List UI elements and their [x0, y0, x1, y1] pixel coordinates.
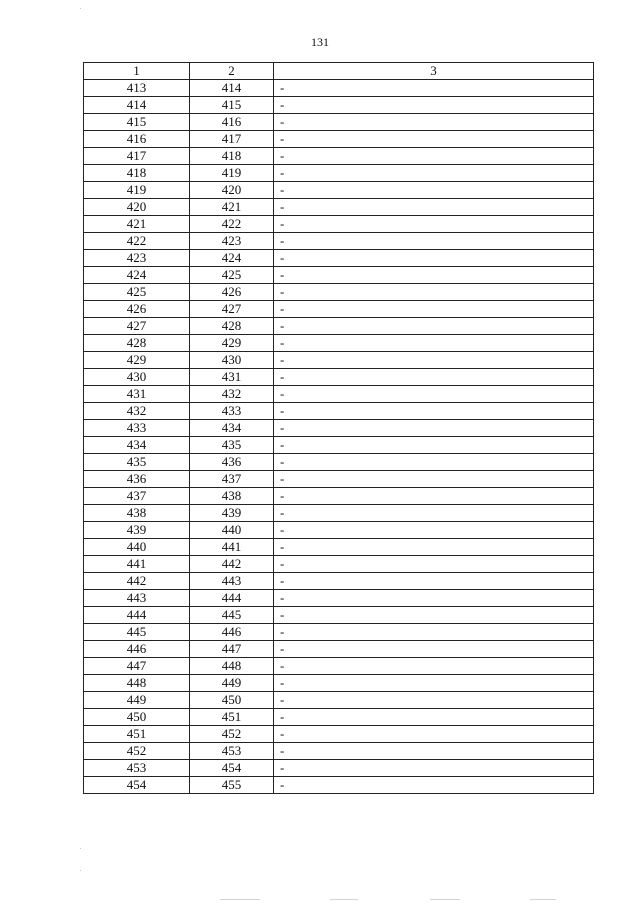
- table-row: [84, 692, 594, 709]
- table-cell: -: [274, 556, 594, 573]
- scan-artifact: [80, 848, 81, 849]
- table-cell: 422: [190, 216, 274, 233]
- table-row: [84, 301, 594, 318]
- table-cell: -: [274, 318, 594, 335]
- table-cell: 442: [84, 573, 190, 590]
- table-cell: 430: [84, 369, 190, 386]
- table-cell: 439: [190, 505, 274, 522]
- table-row: [84, 522, 594, 539]
- table-row: [84, 675, 594, 692]
- table-row: [84, 199, 594, 216]
- table-cell: 413: [84, 80, 190, 97]
- page-number: 131: [311, 35, 329, 49]
- table-row: [84, 573, 594, 590]
- table-cell: 437: [190, 471, 274, 488]
- scan-artifact: [530, 899, 556, 900]
- table-cell: 455: [190, 777, 274, 794]
- table-row: [84, 658, 594, 675]
- table-row: [84, 131, 594, 148]
- table-cell: 447: [190, 641, 274, 658]
- table-cell: 428: [190, 318, 274, 335]
- table-row: [84, 165, 594, 182]
- table-cell: 435: [84, 454, 190, 471]
- table-row: [84, 471, 594, 488]
- column-header: 1: [84, 63, 190, 80]
- scan-artifact: [430, 899, 460, 900]
- table-cell: 440: [190, 522, 274, 539]
- table-cell: -: [274, 114, 594, 131]
- table-row: [84, 80, 594, 97]
- table-row: [84, 556, 594, 573]
- table-cell: -: [274, 505, 594, 522]
- table-cell: 432: [84, 403, 190, 420]
- table-cell: 418: [84, 165, 190, 182]
- table-cell: 417: [84, 148, 190, 165]
- table-cell: 428: [84, 335, 190, 352]
- table-cell: -: [274, 199, 594, 216]
- table-cell: 425: [84, 284, 190, 301]
- table-cell: 414: [190, 80, 274, 97]
- table-cell: 440: [84, 539, 190, 556]
- table-cell: 416: [84, 131, 190, 148]
- table-cell: 450: [190, 692, 274, 709]
- table-cell: 441: [190, 539, 274, 556]
- table-cell: 435: [190, 437, 274, 454]
- table-row: [84, 148, 594, 165]
- table-cell: -: [274, 148, 594, 165]
- table-cell: 421: [190, 199, 274, 216]
- table-row: [84, 386, 594, 403]
- table-cell: -: [274, 386, 594, 403]
- table-cell: -: [274, 233, 594, 250]
- table-cell: 436: [190, 454, 274, 471]
- table-cell: -: [274, 743, 594, 760]
- table-cell: -: [274, 182, 594, 199]
- table-cell: 445: [84, 624, 190, 641]
- table-cell: 424: [84, 267, 190, 284]
- table-cell: -: [274, 590, 594, 607]
- table-cell: -: [274, 165, 594, 182]
- table-cell: 423: [190, 233, 274, 250]
- table-cell: 439: [84, 522, 190, 539]
- table-cell: 443: [190, 573, 274, 590]
- table-cell: -: [274, 658, 594, 675]
- table-cell: 431: [84, 386, 190, 403]
- table-cell: 453: [84, 760, 190, 777]
- table-row: [84, 488, 594, 505]
- table-row: [84, 539, 594, 556]
- table-cell: 445: [190, 607, 274, 624]
- table-cell: 452: [190, 726, 274, 743]
- table-row: [84, 624, 594, 641]
- table-cell: -: [274, 250, 594, 267]
- table-cell: 433: [190, 403, 274, 420]
- table-row: [84, 590, 594, 607]
- table-row: [84, 267, 594, 284]
- table-cell: -: [274, 97, 594, 114]
- table-cell: -: [274, 760, 594, 777]
- table-cell: 419: [84, 182, 190, 199]
- table-cell: 420: [190, 182, 274, 199]
- table-row: [84, 777, 594, 794]
- table-cell: -: [274, 573, 594, 590]
- table-row: [84, 114, 594, 131]
- table-row: [84, 216, 594, 233]
- table-cell: -: [274, 403, 594, 420]
- table-cell: 438: [190, 488, 274, 505]
- table-cell: 438: [84, 505, 190, 522]
- table-cell: -: [274, 216, 594, 233]
- table-row: [84, 97, 594, 114]
- table-row: [84, 352, 594, 369]
- table-cell: -: [274, 607, 594, 624]
- table-cell: 425: [190, 267, 274, 284]
- table-cell: 417: [190, 131, 274, 148]
- table-cell: 414: [84, 97, 190, 114]
- table-cell: 446: [84, 641, 190, 658]
- scan-artifact: [80, 8, 81, 9]
- table-cell: -: [274, 267, 594, 284]
- table-row: [84, 641, 594, 658]
- table-cell: -: [274, 131, 594, 148]
- table-cell: 451: [84, 726, 190, 743]
- table-cell: 452: [84, 743, 190, 760]
- table-cell: 448: [190, 658, 274, 675]
- table-cell: -: [274, 420, 594, 437]
- table-row: [84, 454, 594, 471]
- table-cell: -: [274, 301, 594, 318]
- table-cell: -: [274, 641, 594, 658]
- table-cell: 415: [190, 97, 274, 114]
- table-cell: 451: [190, 709, 274, 726]
- table-cell: -: [274, 777, 594, 794]
- table-cell: -: [274, 488, 594, 505]
- table-cell: 432: [190, 386, 274, 403]
- table-cell: -: [274, 80, 594, 97]
- table-cell: 426: [84, 301, 190, 318]
- table-cell: -: [274, 675, 594, 692]
- table-cell: 431: [190, 369, 274, 386]
- table-row: [84, 505, 594, 522]
- table-cell: -: [274, 437, 594, 454]
- table-cell: 429: [190, 335, 274, 352]
- table-cell: 441: [84, 556, 190, 573]
- table-row: [84, 233, 594, 250]
- table-cell: -: [274, 522, 594, 539]
- table-row: [84, 709, 594, 726]
- table-cell: 433: [84, 420, 190, 437]
- table-cell: -: [274, 709, 594, 726]
- table-cell: 421: [84, 216, 190, 233]
- table-cell: 444: [84, 607, 190, 624]
- table-cell: 430: [190, 352, 274, 369]
- table-cell: 419: [190, 165, 274, 182]
- table-row: [84, 743, 594, 760]
- table-cell: 429: [84, 352, 190, 369]
- table-cell: 446: [190, 624, 274, 641]
- table-body: [84, 80, 594, 794]
- scan-artifact: [80, 870, 81, 871]
- table-cell: 418: [190, 148, 274, 165]
- table-cell: -: [274, 539, 594, 556]
- column-header: 3: [274, 63, 594, 80]
- table-row: [84, 335, 594, 352]
- scan-artifact: [330, 899, 358, 900]
- table-row: [84, 437, 594, 454]
- table-cell: 415: [84, 114, 190, 131]
- table-row: [84, 403, 594, 420]
- table-cell: 447: [84, 658, 190, 675]
- table-cell: -: [274, 624, 594, 641]
- table-cell: 427: [190, 301, 274, 318]
- table-cell: 442: [190, 556, 274, 573]
- table-cell: 426: [190, 284, 274, 301]
- table-cell: -: [274, 369, 594, 386]
- table-cell: -: [274, 454, 594, 471]
- table-cell: -: [274, 726, 594, 743]
- table-cell: 420: [84, 199, 190, 216]
- table-row: [84, 250, 594, 267]
- table-cell: -: [274, 692, 594, 709]
- table-cell: 449: [84, 692, 190, 709]
- table-cell: 436: [84, 471, 190, 488]
- table-row: [84, 760, 594, 777]
- table-cell: -: [274, 471, 594, 488]
- table-cell: 450: [84, 709, 190, 726]
- table-cell: 416: [190, 114, 274, 131]
- data-table: [83, 62, 594, 794]
- table-cell: 434: [84, 437, 190, 454]
- table-cell: 448: [84, 675, 190, 692]
- table-row: [84, 182, 594, 199]
- table-cell: 423: [84, 250, 190, 267]
- table-cell: 443: [84, 590, 190, 607]
- table-cell: 422: [84, 233, 190, 250]
- table-cell: 427: [84, 318, 190, 335]
- table-row: [84, 284, 594, 301]
- table-row: [84, 607, 594, 624]
- table-cell: 444: [190, 590, 274, 607]
- table-cell: 437: [84, 488, 190, 505]
- table-header-row: [84, 63, 594, 80]
- table-cell: -: [274, 352, 594, 369]
- table-row: [84, 726, 594, 743]
- table-row: [84, 420, 594, 437]
- table-cell: 453: [190, 743, 274, 760]
- table-cell: 424: [190, 250, 274, 267]
- table-cell: 434: [190, 420, 274, 437]
- table-cell: -: [274, 284, 594, 301]
- column-header: 2: [190, 63, 274, 80]
- table-cell: 454: [84, 777, 190, 794]
- scan-artifact: [220, 899, 260, 900]
- table-row: [84, 369, 594, 386]
- table-cell: -: [274, 335, 594, 352]
- table-cell: 449: [190, 675, 274, 692]
- table-cell: 454: [190, 760, 274, 777]
- table-row: [84, 318, 594, 335]
